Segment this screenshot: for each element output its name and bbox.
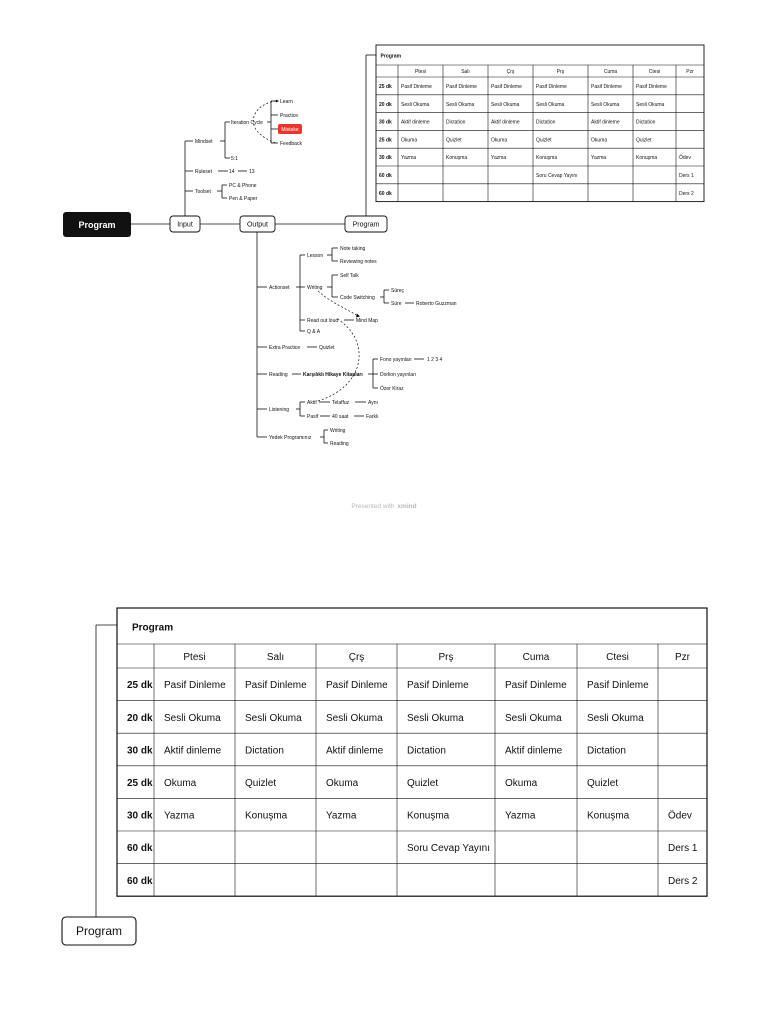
table-cell: 60 dk bbox=[127, 875, 153, 887]
table-header-cell: Cuma bbox=[522, 651, 550, 663]
table-cell: 30 dk bbox=[379, 155, 392, 162]
hours-label: 40 saat bbox=[332, 414, 349, 420]
table-cell: Quizlet bbox=[536, 137, 552, 144]
table-cell: Yazma bbox=[491, 155, 507, 162]
table-cell: Pasif Dinleme bbox=[326, 680, 388, 692]
table-header-cell: Prş bbox=[556, 68, 565, 75]
table-cell: Aktif dinleme bbox=[326, 745, 384, 757]
root-node-label: Program bbox=[78, 220, 116, 230]
table-header-cell: Ctesi bbox=[648, 68, 661, 75]
table-cell: Dictation bbox=[446, 119, 466, 126]
toolset-label: Toolset bbox=[195, 189, 211, 195]
feedback-label: Feedback bbox=[280, 141, 302, 147]
table-cell: Sesli Okuma bbox=[245, 712, 302, 724]
aktif-label: Aktif bbox=[307, 400, 317, 406]
table-cell: 30 dk bbox=[379, 119, 392, 126]
table-header-cell: Pzr bbox=[675, 651, 690, 663]
credit-text: Presented with xmind bbox=[351, 503, 417, 510]
table-cell: Konuşma bbox=[407, 810, 450, 822]
table-cell: Sesli Okuma bbox=[446, 101, 475, 108]
yedek-writing-label: Writing bbox=[330, 428, 346, 434]
learn-label: Learn bbox=[280, 99, 293, 105]
note-taking-label: Note taking bbox=[340, 246, 366, 252]
book-label: Karşılıklı Hikaye Kitapları bbox=[303, 372, 363, 378]
table-cell: 60 dk bbox=[127, 843, 153, 855]
table-cell: 25 dk bbox=[127, 778, 153, 790]
table-cell: Dictation bbox=[587, 745, 626, 757]
reading-label: Reading bbox=[269, 372, 288, 378]
ruleset-value-1: 14 bbox=[229, 169, 235, 175]
table-cell: Aktif dinleme bbox=[491, 119, 520, 126]
table-cell: Okuma bbox=[591, 137, 608, 144]
table-cell: Sesli Okuma bbox=[164, 712, 221, 724]
dorlion-label: Dorlion yayınları bbox=[380, 372, 417, 378]
table-cell: Aktif dinleme bbox=[591, 119, 620, 126]
practice-label: Practice bbox=[280, 113, 299, 119]
table-cell: Ders 1 bbox=[679, 173, 694, 180]
table-cell: Sesli Okuma bbox=[636, 101, 665, 108]
table-cell: Okuma bbox=[491, 137, 508, 144]
table-cell: Ders 1 bbox=[668, 843, 698, 855]
table-cell: 20 dk bbox=[379, 101, 392, 108]
ruleset-label: Ruleset bbox=[195, 169, 212, 175]
table-title: Program bbox=[380, 53, 402, 60]
pasif-label: Pasif bbox=[307, 414, 319, 420]
output-node-label: Output bbox=[246, 221, 269, 229]
yedek-reading-label: Reading bbox=[330, 441, 349, 447]
table-header-cell: Salı bbox=[266, 651, 285, 663]
extra-practice-label: Extra Practice bbox=[269, 345, 301, 351]
table-header-cell: Çrş bbox=[348, 651, 365, 663]
table-cell: Konuşma bbox=[536, 155, 558, 162]
table-cell: 25 dk bbox=[127, 680, 153, 692]
pen-paper-label: Pen & Paper bbox=[229, 196, 258, 202]
table-header-cell: Salı bbox=[461, 68, 470, 75]
table-title: Program bbox=[132, 622, 174, 634]
table-cell: Sesli Okuma bbox=[407, 712, 464, 724]
table-cell: 60 dk bbox=[379, 190, 392, 197]
detail-program-node-label: Program bbox=[75, 924, 123, 938]
table-cell: Yazma bbox=[505, 810, 536, 822]
yedek-label: Yedek Programınız bbox=[269, 435, 312, 441]
table-cell: Dictation bbox=[245, 745, 284, 757]
table-cell: Konuşma bbox=[587, 810, 630, 822]
table-cell: Pasif Dinleme bbox=[407, 680, 469, 692]
table-header-cell: Cuma bbox=[603, 68, 618, 75]
reviewing-notes-label: Reviewing notes bbox=[340, 259, 377, 265]
table-cell: Pasif Dinleme bbox=[446, 84, 477, 91]
author-label: Roberto Guzzman bbox=[416, 301, 457, 307]
table-cell: Ders 2 bbox=[679, 190, 694, 197]
ratio-label: 5:1 bbox=[231, 156, 238, 162]
big-program-table bbox=[117, 608, 707, 896]
ruleset-value-2: 13 bbox=[249, 169, 255, 175]
surec-label: Süreç bbox=[391, 288, 405, 294]
table-cell: 30 dk bbox=[127, 810, 153, 822]
sure-label: Süre bbox=[391, 301, 402, 307]
table-cell: Okuma bbox=[401, 137, 418, 144]
table-cell: Pasif Dinleme bbox=[591, 84, 622, 91]
table-cell: Quizlet bbox=[245, 778, 277, 790]
table-header-cell: Ctesi bbox=[606, 651, 629, 663]
table-cell: Soru Cevap Yayını bbox=[536, 173, 578, 180]
lesson-label: Lesson bbox=[307, 253, 324, 259]
table-header-cell: Ptesi bbox=[414, 68, 427, 75]
table-cell: Sesli Okuma bbox=[401, 101, 430, 108]
qa-label: Q & A bbox=[307, 329, 321, 335]
table-cell: Dictation bbox=[636, 119, 656, 126]
table-cell: 60 dk bbox=[379, 173, 392, 180]
table-header-cell: Prş bbox=[438, 651, 454, 663]
table-cell: Aktif dinleme bbox=[505, 745, 563, 757]
farkli-label: Farklı bbox=[366, 414, 379, 420]
table-cell: Quizlet bbox=[407, 778, 439, 790]
table-cell: Sesli Okuma bbox=[587, 712, 644, 724]
iteration-cycle-label: Iteration Cycle bbox=[231, 120, 263, 126]
input-node-label: Input bbox=[177, 221, 193, 229]
actionset-label: Actionset bbox=[269, 285, 290, 291]
small-program-table bbox=[376, 45, 704, 202]
table-cell: Pasif Dinleme bbox=[636, 84, 667, 91]
table-cell: Yazma bbox=[164, 810, 195, 822]
table-cell: Okuma bbox=[505, 778, 538, 790]
table-cell: Aktif dinleme bbox=[401, 119, 430, 126]
table-cell: Pasif Dinleme bbox=[536, 84, 567, 91]
table-cell: Pasif Dinleme bbox=[245, 680, 307, 692]
table-cell: Soru Cevap Yayını bbox=[407, 843, 491, 855]
program-node-label: Program bbox=[352, 221, 380, 229]
table-cell: Sesli Okuma bbox=[491, 101, 520, 108]
table-cell: Yazma bbox=[401, 155, 417, 162]
table-cell: Ödev bbox=[679, 155, 691, 162]
table-cell: Sesli Okuma bbox=[505, 712, 562, 724]
table-header-cell: Çrş bbox=[506, 68, 515, 75]
table-cell: 25 dk bbox=[379, 137, 392, 144]
listening-label: Listening bbox=[269, 407, 290, 413]
table-cell: Aktif dinleme bbox=[164, 745, 222, 757]
ozer-kiraz-label: Özer Kiraz bbox=[380, 386, 404, 392]
table-cell: Sesli Okuma bbox=[326, 712, 383, 724]
table-cell: Quizlet bbox=[446, 137, 462, 144]
pc-phone-label: PC & Phone bbox=[229, 183, 257, 189]
extra-quizlet-label: Quizlet bbox=[319, 345, 335, 351]
table-cell: Sesli Okuma bbox=[591, 101, 620, 108]
table-cell: Yazma bbox=[591, 155, 607, 162]
telaffuz-label: Telaffuz bbox=[332, 400, 350, 406]
table-cell: Ders 2 bbox=[668, 875, 698, 887]
fono-levels-label: 1 2 3 4 bbox=[427, 357, 443, 363]
read-out-loud-label: Read out loud bbox=[307, 318, 339, 324]
fono-label: Fono yayınları bbox=[380, 357, 412, 363]
ayni-label: Aynı bbox=[368, 400, 378, 406]
table-cell: 30 dk bbox=[127, 745, 153, 757]
table-cell: Konuşma bbox=[245, 810, 288, 822]
table-cell: Pasif Dinleme bbox=[491, 84, 522, 91]
table-cell: Pasif Dinleme bbox=[164, 680, 226, 692]
table-cell: Dictation bbox=[536, 119, 556, 126]
table-cell: Okuma bbox=[326, 778, 359, 790]
table-header-cell: Ptesi bbox=[183, 651, 206, 663]
code-switching-label: Code Switching bbox=[340, 295, 375, 301]
table-cell: Quizlet bbox=[587, 778, 619, 790]
table-cell: 25 dk bbox=[379, 84, 392, 91]
self-talk-label: Self Talk bbox=[340, 273, 359, 279]
table-cell: 20 dk bbox=[127, 712, 153, 724]
table-header-cell: Pzr bbox=[686, 68, 694, 75]
table-cell: Pasif Dinleme bbox=[401, 84, 432, 91]
table-cell: Konuşma bbox=[446, 155, 468, 162]
table-cell: Sesli Okuma bbox=[536, 101, 565, 108]
mind-map-label: Mind Map bbox=[356, 318, 378, 324]
table-cell: Ödev bbox=[668, 810, 692, 822]
table-cell: Dictation bbox=[407, 745, 446, 757]
mindset-label: Mindset bbox=[195, 139, 213, 145]
table-cell: Quizlet bbox=[636, 137, 652, 144]
table-cell: Yazma bbox=[326, 810, 357, 822]
table-cell: Pasif Dinleme bbox=[587, 680, 649, 692]
table-cell: Konuşma bbox=[636, 155, 658, 162]
table-cell: Okuma bbox=[164, 778, 197, 790]
table-cell: Pasif Dinleme bbox=[505, 680, 567, 692]
writing-label: Writing bbox=[307, 285, 323, 291]
mistake-label: Mistake bbox=[281, 127, 299, 133]
